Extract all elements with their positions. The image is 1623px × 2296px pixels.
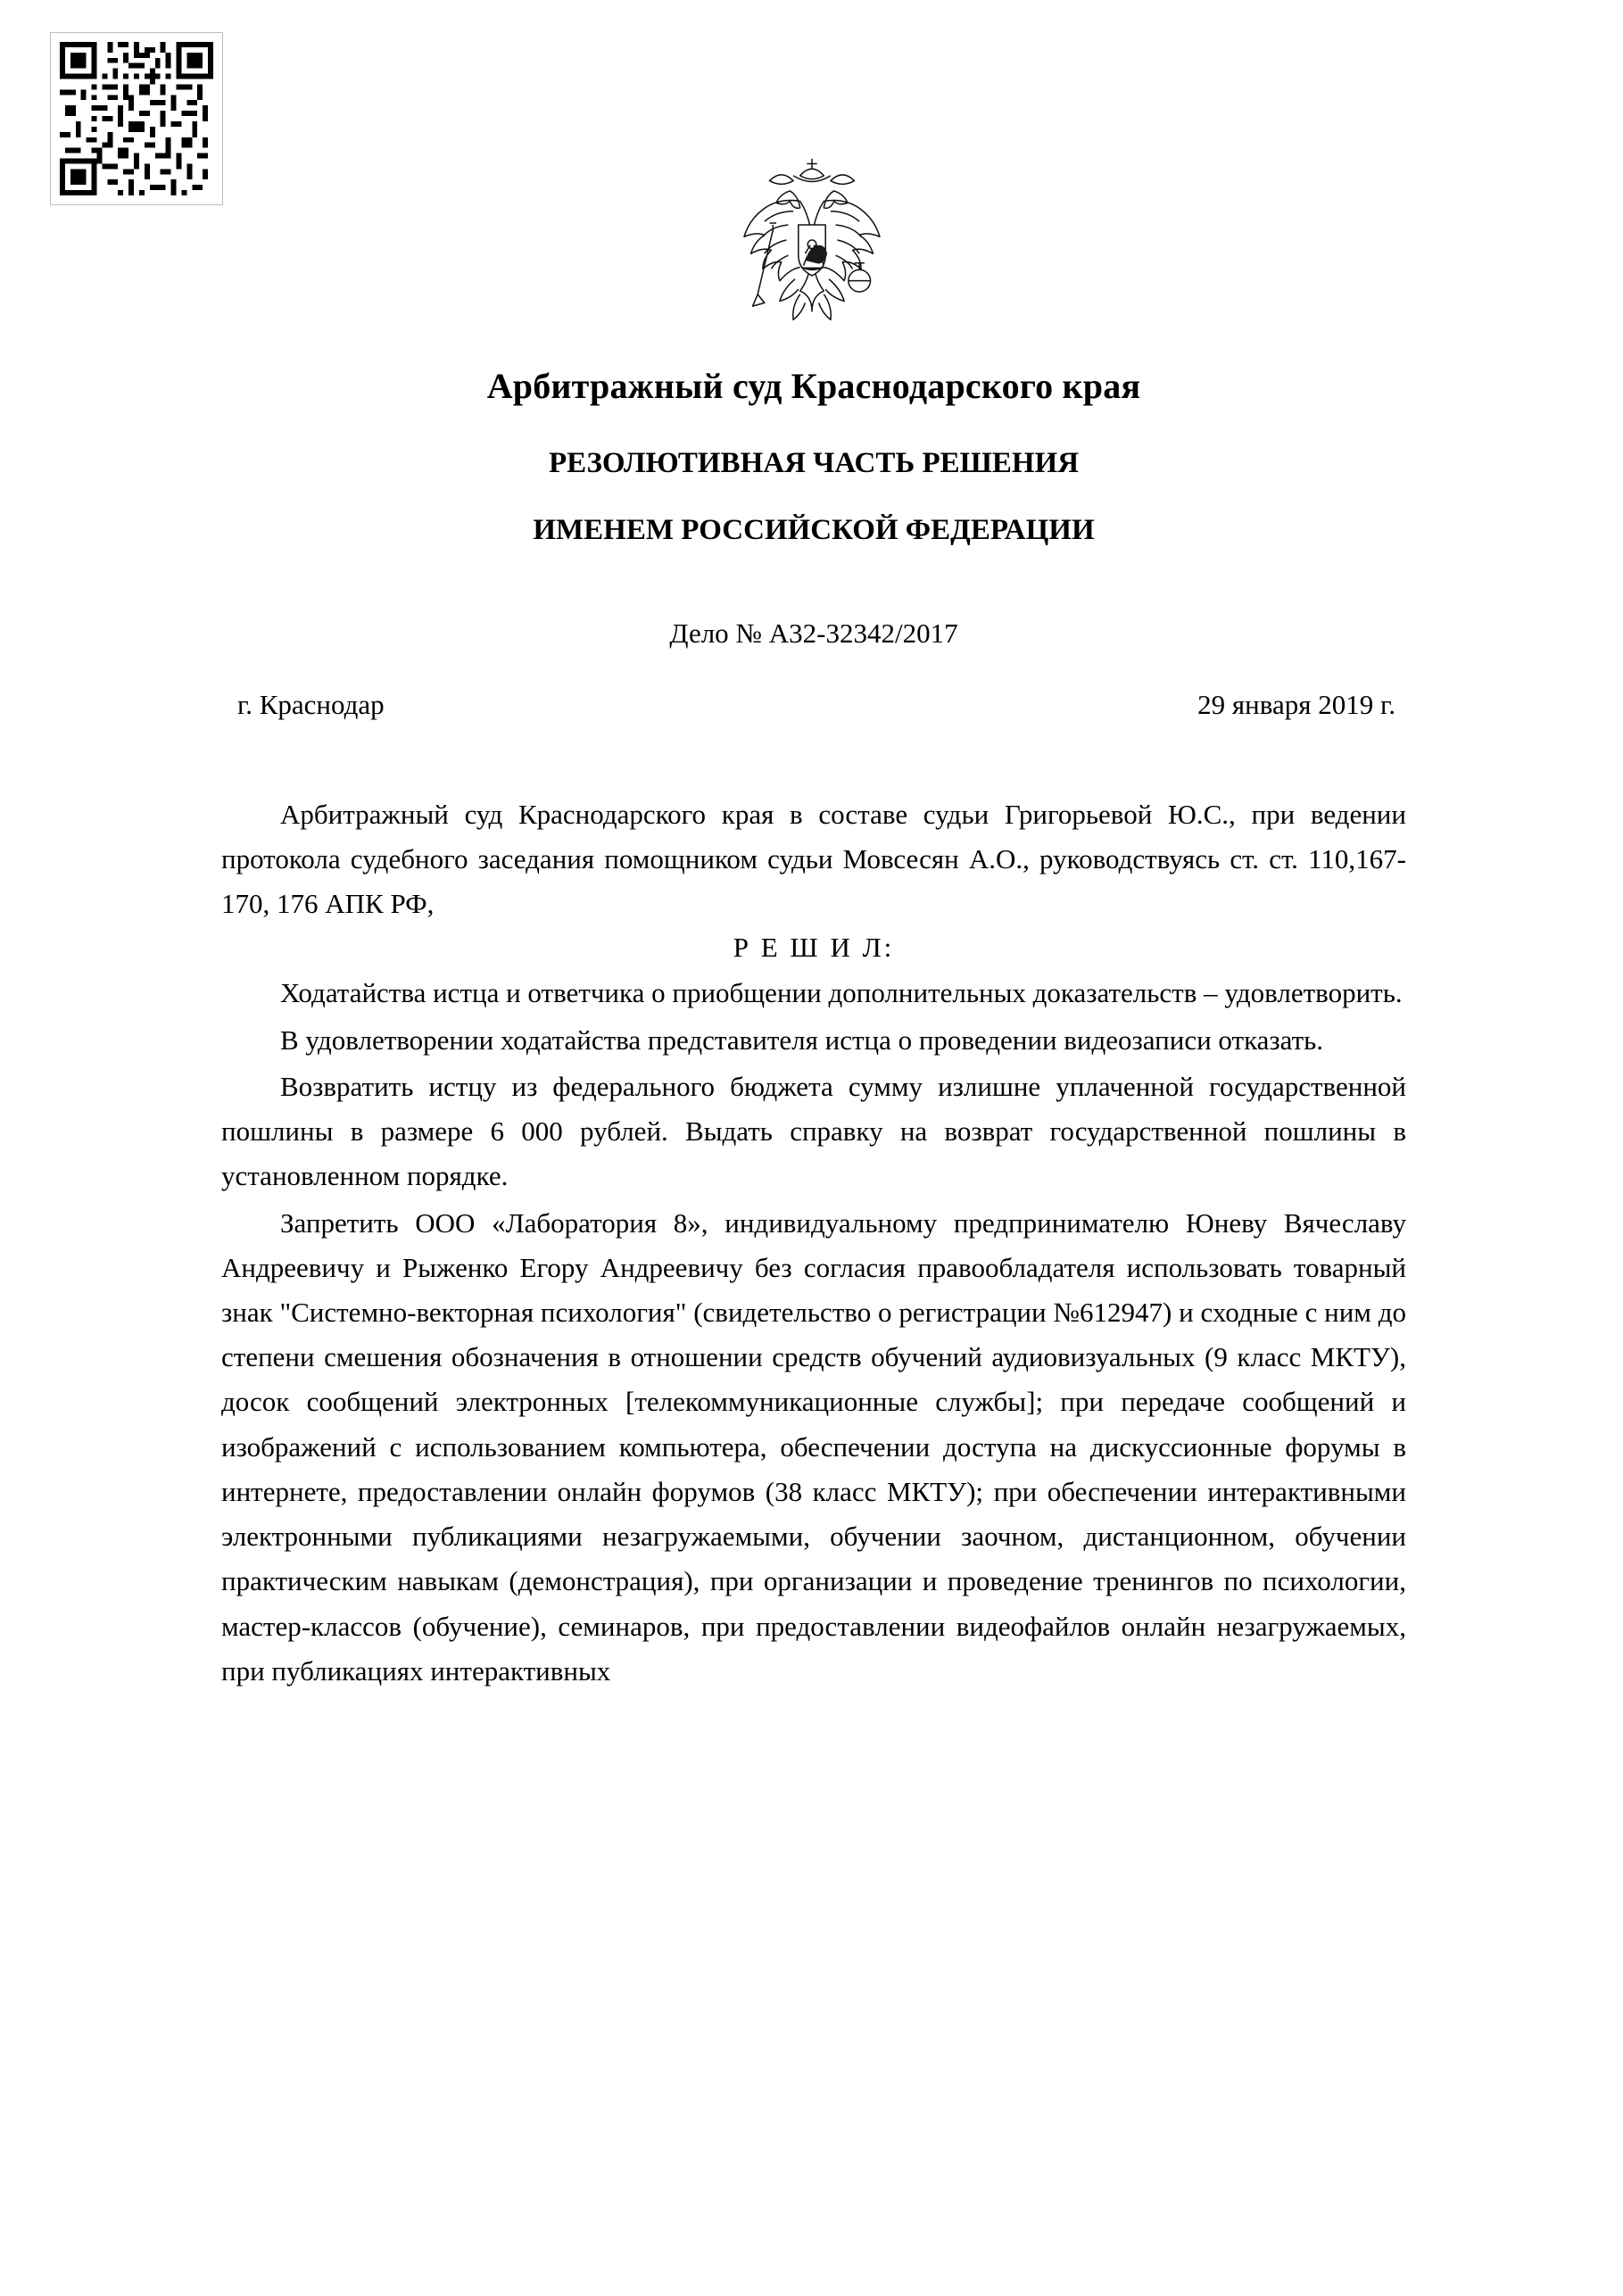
qr-code-stamp [50,32,223,205]
document-type-line-2: ИМЕНЕМ РОССИЙСКОЙ ФЕДЕРАЦИИ [533,513,1095,546]
document-type-line-1: РЕЗОЛЮТИВНАЯ ЧАСТЬ РЕШЕНИЯ [548,447,1080,479]
court-composition-paragraph: Арбитражный суд Краснодарского края в составе судьи Григорьевой Ю.С., при ведении протокола судебного заседания помощником судьи Мовсесян А.О., руководствуясь ст. ст. 110,167-170, 176 АПК РФ, [221,798,1406,920]
resolved-heading: Р Е Ш И Л: [733,932,895,964]
russian-coat-of-arms-icon [727,152,897,330]
page-title: Арбитражный суд Краснодарского края [486,366,1141,406]
ruling-paragraph-3: Возвратить истцу из федерального бюджета сумму излишне уплаченной государственной пошлины в размере 6 000 рублей. Выдать справку на возврат государственной пошлины в установленном порядке. [221,1070,1406,1192]
ruling-paragraph-2: В удовлетворении ходатайства представителя истца о проведении видеозаписи отказать. [280,1024,1324,1056]
ruling-paragraph-4: Запретить ООО «Лаборатория 8», индивидуальному предпринимателю Юневу Вячеславу Андреевичу и Рыженко Егору Андреевичу без согласия правообладателя использовать товарный знак "Системно-векторная психология" (свидетельство о регистрации №612947) и сходные с ним до степени смешения обозначения в отношении средств обучений аудиовизуальных (9 класс МКТУ), досок сообщений электронных [телекоммуникационные службы]; при передаче сообщений и изображений с использованием компьютера, обеспечении доступа на дискуссионные форумы в интернете, предоставлении онлайн форумов (38 класс МКТУ); при обеспечении интерактивными электронными публикациями незагружаемыми, обучении заочном, дистанционном, обучении практическим навыкам (демонстрация), при организации и проведение тренингов по психологии, мастер-классов (обучение), семинаров, при предоставлении видеофайлов онлайн незагружаемых, при публикациях интерактивных [221,1206,1406,1687]
ruling-paragraph-1: Ходатайства истца и ответчика о приобщении дополнительных доказательств – удовлетворить. [280,977,1403,1009]
case-number: Дело № А32-32342/2017 [669,617,958,649]
place-and-date-row [221,689,1406,721]
city-label: г. Краснодар [237,688,385,720]
document-body [221,364,1406,1695]
decision-date: 29 января 2019 г. [1197,688,1395,720]
qr-code-icon [60,42,213,195]
